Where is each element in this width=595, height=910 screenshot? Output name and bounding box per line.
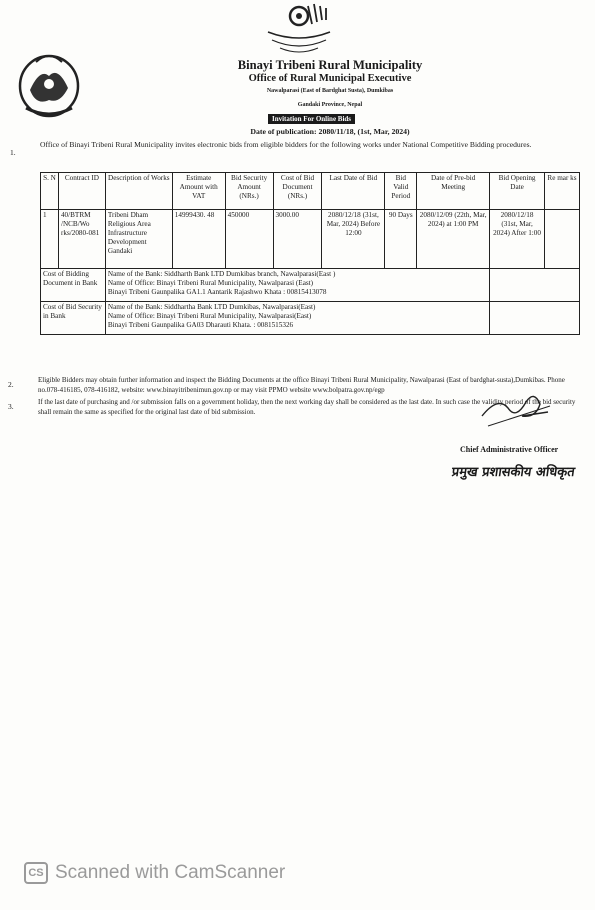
cell-contract-id: 40/BTRM /NCB/Wo rks/2080-081 — [58, 210, 105, 269]
signatory-title-nepali: प्रमुख प्रशासकीय अधिकृत — [450, 465, 576, 480]
cell-opening-date: 2080/12/18 (31st, Mar, 2024) After 1:00 — [490, 210, 545, 269]
notice-title-badge: Invitation For Online Bids — [268, 114, 355, 124]
watermark-text: Scanned with CamScanner — [55, 862, 286, 883]
camscanner-watermark — [24, 862, 285, 884]
cost-bank-row — [41, 269, 580, 302]
col-header: Bid Valid Period — [385, 173, 417, 210]
cost-bank-line: Name of Office: Binayi Tribeni Rural Municipality, Nawalparasi (East) — [107, 279, 314, 287]
office-name: Office of Rural Municipal Executive — [248, 73, 412, 84]
cell-last-date: 2080/12/18 (31st, Mar, 2024) Before 12:00 — [322, 210, 385, 269]
security-bank-row — [41, 302, 580, 335]
paragraph-1-text: Office of Binayi Tribeni Rural Municipality invites electronic bids from eligible bidders for the following works under National Competitive Bidding procedures. — [40, 140, 532, 149]
municipality-seal-icon — [262, 2, 336, 58]
col-header: Last Date of Bid — [322, 173, 385, 210]
col-header: Date of Pre-bid Meeting — [417, 173, 490, 210]
col-header: S. N — [41, 173, 59, 210]
camscanner-logo-icon: CS — [24, 862, 48, 884]
publication-date: Date of publication: 2080/11/18, (1st, Mar, 2024) — [250, 127, 410, 136]
province: Gandaki Province, Nepal — [297, 102, 363, 108]
cell-description: Tribeni Dham Religious Area Infrastructure Development Gandaki — [105, 210, 172, 269]
cost-bank-details — [105, 269, 489, 302]
signature-icon — [478, 386, 554, 434]
cell-prebid-date: 2080/12/09 (22th, Mar, 2024) at 1:00 PM — [417, 210, 490, 269]
paragraph-2-number: 2. — [8, 380, 14, 389]
security-bank-line: Name of the Bank: Siddhartha Bank LTD Dumkibas, Nawalparasi(East) — [107, 303, 316, 311]
signatory-title: Chief Administrative Officer — [460, 445, 559, 454]
security-bank-line: Binayi Tribeni Gaunpalika GA03 Dharauti Khata. : 0081515326 — [107, 321, 294, 329]
paragraph-2-text: Eligible Bidders may obtain further information and inspect the Bidding Documents at the office Binayi Tribeni Rural Municipality, Nawalparasi (East of bardghat-susta),Dumkibas. Phone no.078-416185, 078-416182, website: www.binayitribenimun.gov.np or may visit PPMO website www.bolpatra.gov.np/egp — [38, 376, 565, 394]
paragraph-3-number: 3. — [8, 402, 14, 411]
table-row — [41, 210, 580, 269]
col-header: Estimate Amount with VAT — [172, 173, 225, 210]
bid-table — [40, 172, 580, 335]
nepal-emblem-icon — [16, 48, 82, 120]
cost-bank-line: Name of the Bank: Siddharth Bank LTD Dumkibas branch, Nawalparasi(East ) — [107, 270, 336, 278]
cost-bank-label: Cost of Bidding Document in Bank — [41, 269, 106, 302]
empty-cell — [490, 302, 580, 335]
col-header: Re mar ks — [545, 173, 580, 210]
cell-bid-security: 450000 — [225, 210, 273, 269]
col-header: Contract ID — [58, 173, 105, 210]
office-address: Nawalparasi (East of Bardghat Susta), Dumkibas — [266, 88, 394, 94]
security-bank-label: Cost of Bid Security in Bank — [41, 302, 106, 335]
municipality-name: Binayi Tribeni Rural Municipality — [237, 58, 423, 72]
cell-sn: 1 — [41, 210, 59, 269]
col-header: Bid Security Amount (NRs.) — [225, 173, 273, 210]
col-header: Description of Works — [105, 173, 172, 210]
cell-estimate: 14999430. 48 — [172, 210, 225, 269]
security-bank-details — [105, 302, 489, 335]
col-header: Cost of Bid Document (NRs.) — [273, 173, 322, 210]
cell-remarks — [545, 210, 580, 269]
cell-doc-cost: 3000.00 — [273, 210, 322, 269]
table-header-row — [41, 173, 580, 210]
cell-valid-period: 90 Days — [385, 210, 417, 269]
security-bank-line: Name of Office: Binayi Tribeni Rural Municipality, Nawalparasi(East) — [107, 312, 312, 320]
empty-cell — [490, 269, 580, 302]
col-header: Bid Opening Date — [490, 173, 545, 210]
paragraph-1-number: 1. — [10, 148, 16, 157]
cost-bank-line: Binayi Tribeni Gaunpalika GA1.1 Aantarik Rajashwo Khata : 00815413078 — [107, 288, 327, 296]
paragraph-3-text: If the last date of purchasing and /or submission falls on a government holiday, then the next working day shall be considered as the last date. In such case the validity period of the bid security shall remain the same as specified for the original last date of bid submission. — [38, 398, 576, 416]
